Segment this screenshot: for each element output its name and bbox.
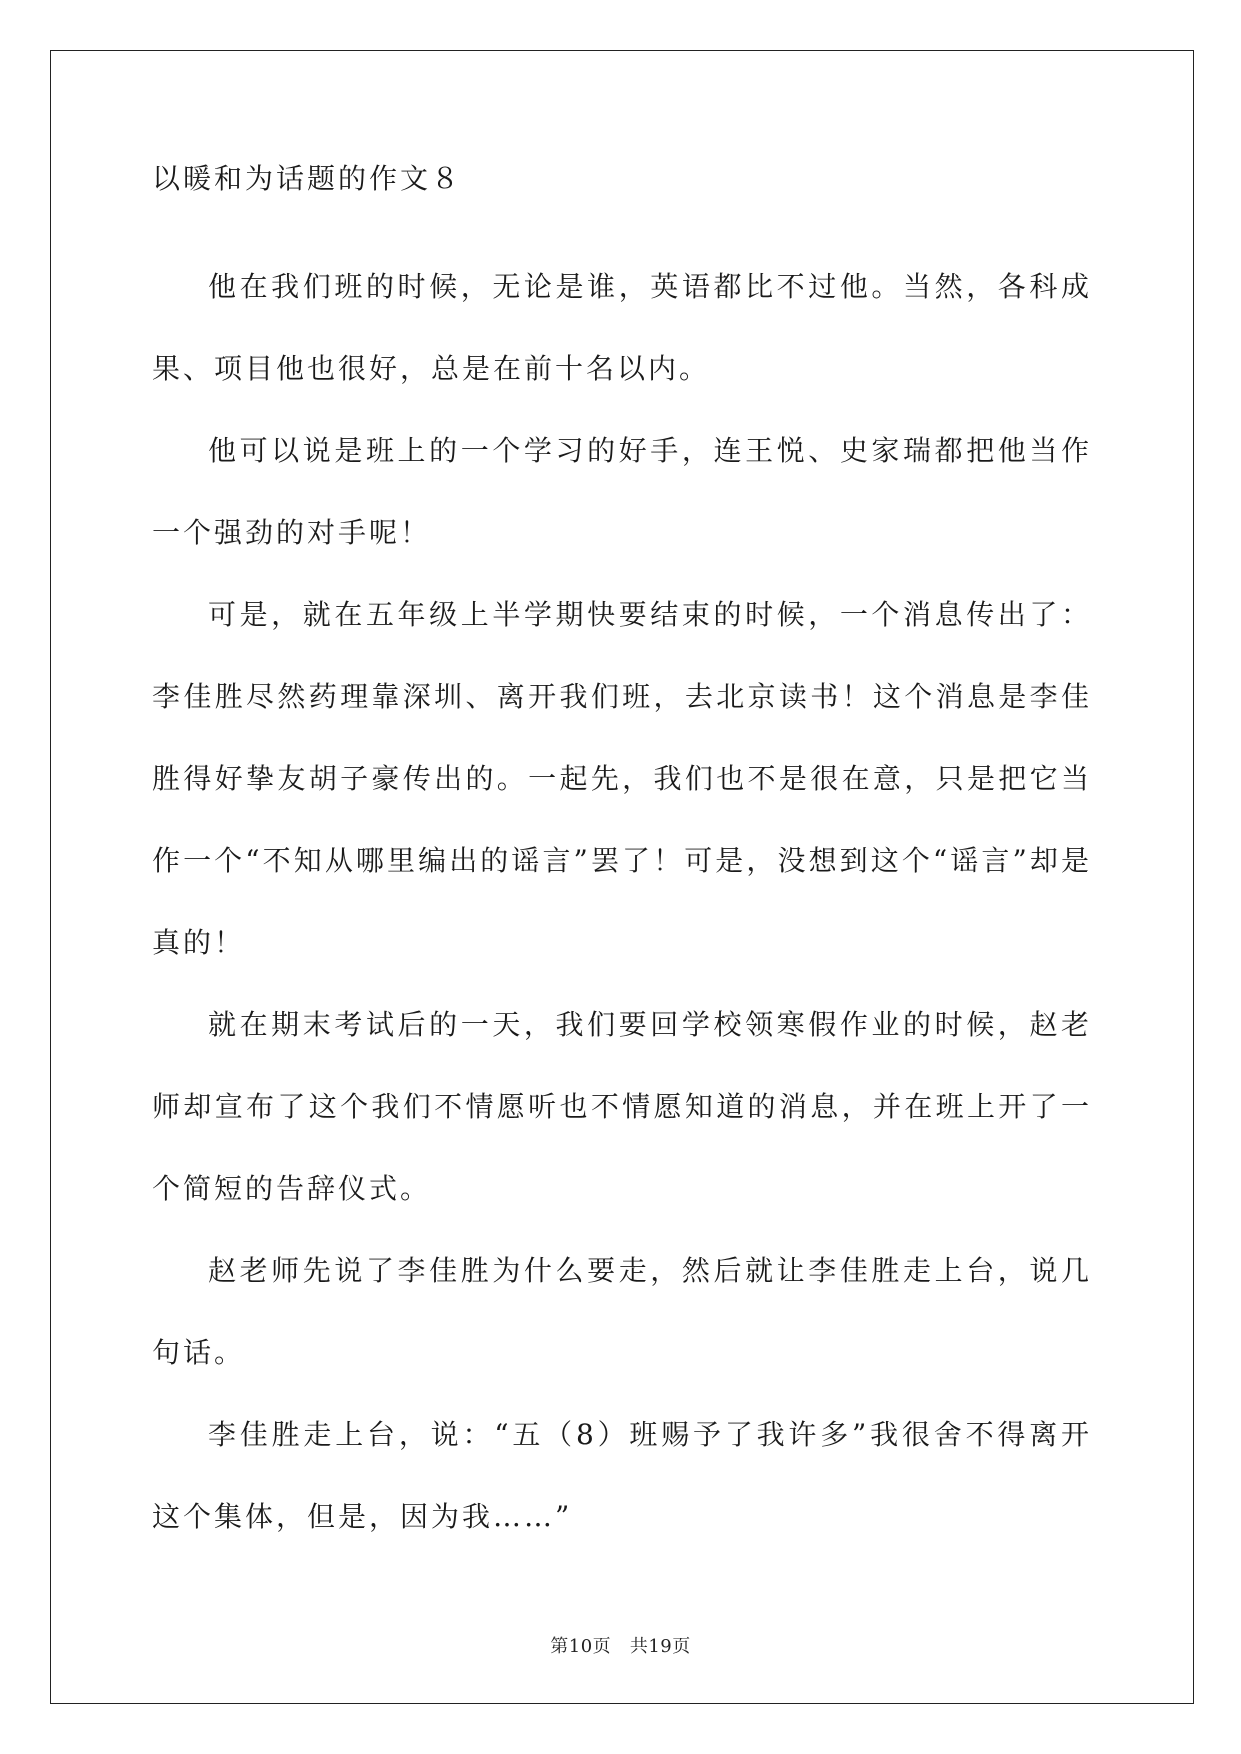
document-body [152,162,1092,1558]
document-title: 以暖和为话题的作文８ [152,162,463,195]
page-number: 第10页 [550,1636,612,1657]
page-total: 共19页 [629,1636,691,1657]
paragraph-1: 他在我们班的时候，无论是谁，英语都比不过他。当然，各科成果、项目他也很好，总是在前十名以内。 [152,270,1092,385]
page-footer [0,1632,1241,1658]
paragraph-6: 李佳胜走上台，说：“五（8）班赐予了我许多”我很舍不得离开这个集体，但是，因为我……” [152,1418,1092,1533]
paragraph-4: 就在期末考试后的一天，我们要回学校领寒假作业的时候，赵老师却宣布了这个我们不情愿听也不情愿知道的消息，并在班上开了一个简短的告辞仪式。 [152,1008,1092,1205]
paragraph-5: 赵老师先说了李佳胜为什么要走，然后就让李佳胜走上台，说几句话。 [152,1254,1092,1369]
paragraph-2: 他可以说是班上的一个学习的好手，连王悦、史家瑞都把他当作一个强劲的对手呢！ [152,434,1092,549]
paragraph-3: 可是，就在五年级上半学期快要结束的时候，一个消息传出了：李佳胜尽然药理靠深圳、离开我们班，去北京读书！这个消息是李佳胜得好挚友胡子豪传出的。一起先，我们也不是很在意，只是把它当作一个“不知从哪里编出的谣言”罢了！可是，没想到这个“谣言”却是真的！ [152,598,1092,959]
